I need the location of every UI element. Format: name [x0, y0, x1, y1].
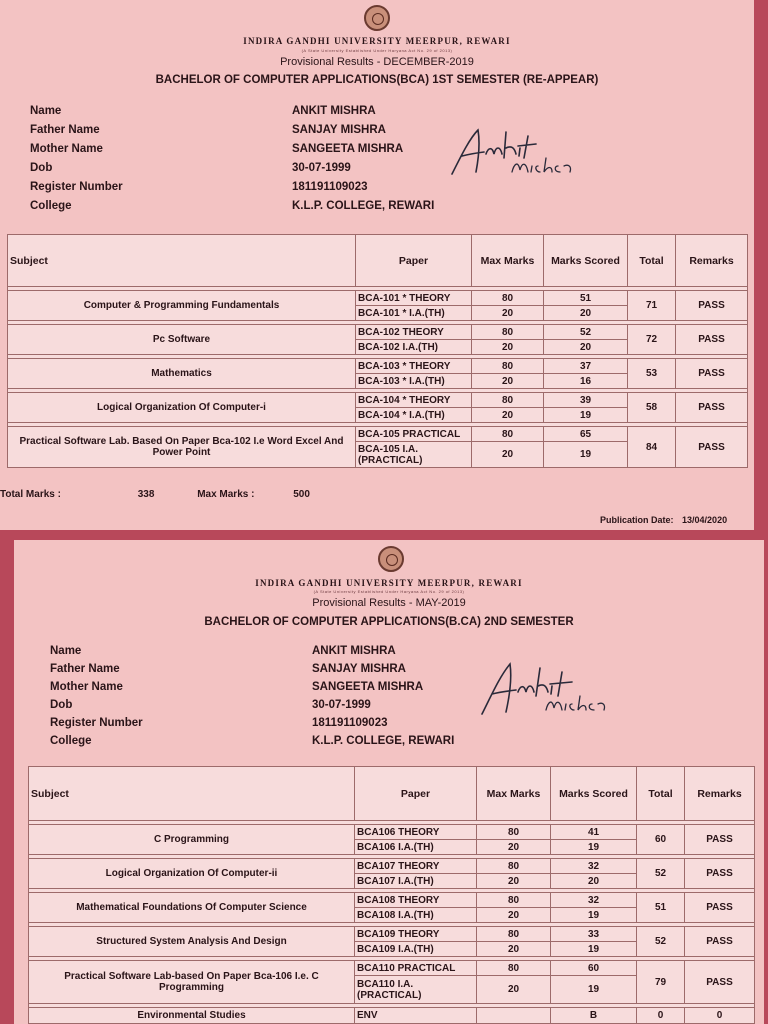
subject-remarks: PASS — [685, 859, 755, 889]
table-row — [29, 859, 755, 874]
publication-date-value: 13/04/2020 — [682, 515, 728, 525]
paper-code: BCA110 PRACTICAL — [355, 961, 477, 976]
max-marks: 80 — [472, 291, 544, 306]
max-marks: 80 — [477, 825, 551, 840]
subject-remarks: PASS — [685, 825, 755, 855]
marks-scored: 19 — [551, 942, 637, 957]
marks-scored: 19 — [551, 976, 637, 1004]
detail-value: 30-07-1999 — [312, 699, 371, 711]
subject-remarks: PASS — [685, 893, 755, 923]
marks-scored: 32 — [551, 859, 637, 874]
remarks-header: Remarks — [676, 235, 748, 287]
detail-label: College — [30, 200, 72, 212]
subject-remarks: PASS — [676, 427, 748, 468]
table-header-row — [8, 235, 748, 287]
detail-value: K.L.P. COLLEGE, REWARI — [312, 735, 455, 747]
paper-code: BCA107 THEORY — [355, 859, 477, 874]
detail-value: SANGEETA MISHRA — [312, 681, 424, 693]
detail-value: ANKIT MISHRA — [312, 645, 396, 657]
marks-scored: 60 — [551, 961, 637, 976]
max-marks: 20 — [472, 340, 544, 355]
max-marks: 20 — [477, 976, 551, 1004]
marks-scored: 19 — [551, 840, 637, 855]
paper-header: Paper — [355, 767, 477, 821]
marks-scored: 51 — [544, 291, 628, 306]
total-marks-label: Total Marks : — [0, 489, 61, 500]
table-row — [8, 325, 748, 340]
course-title: BACHELOR OF COMPUTER APPLICATIONS(B.CA) 2ND SEMESTER — [204, 616, 574, 628]
detail-value: 30-07-1999 — [292, 162, 351, 174]
max-marks: 20 — [472, 408, 544, 423]
table-row — [8, 291, 748, 306]
max-marks — [477, 1008, 551, 1024]
subject-name: Structured System Analysis And Design — [29, 927, 355, 957]
paper-code: BCA108 I.A.(TH) — [355, 908, 477, 923]
paper-code: BCA106 I.A.(TH) — [355, 840, 477, 855]
max-marks: 80 — [477, 859, 551, 874]
paper-code: BCA110 I.A. (PRACTICAL) — [355, 976, 477, 1004]
max-marks: 20 — [477, 942, 551, 957]
marks-scored: 19 — [544, 408, 628, 423]
max-marks: 80 — [472, 359, 544, 374]
marks-table — [7, 234, 748, 468]
detail-label: Name — [50, 645, 82, 657]
detail-label: Mother Name — [50, 681, 123, 693]
paper-code: BCA109 I.A.(TH) — [355, 942, 477, 957]
subject-name: Logical Organization Of Computer-i — [8, 393, 356, 423]
student-signature — [448, 124, 588, 182]
subject-remarks: PASS — [685, 927, 755, 957]
marks-scored: 20 — [551, 874, 637, 889]
max-marks: 80 — [472, 393, 544, 408]
paper-code: BCA-103 * I.A.(TH) — [356, 374, 472, 389]
max-marks-label: Max Marks : — [197, 489, 255, 500]
table-row — [8, 359, 748, 374]
marks-scored: 52 — [544, 325, 628, 340]
table-row — [29, 893, 755, 908]
detail-label: College — [50, 735, 92, 747]
paper-code: BCA-102 I.A.(TH) — [356, 340, 472, 355]
paper-code: BCA-104 * THEORY — [356, 393, 472, 408]
paper-code: BCA-101 * I.A.(TH) — [356, 306, 472, 321]
paper-code: BCA-104 * I.A.(TH) — [356, 408, 472, 423]
subject-name: Environmental Studies — [29, 1008, 355, 1024]
paper-header: Paper — [356, 235, 472, 287]
max-marks: 80 — [477, 961, 551, 976]
marks-scored-header: Marks Scored — [551, 767, 637, 821]
provisional-results-title: Provisional Results - DECEMBER-2019 — [280, 56, 474, 68]
marks-scored: B — [551, 1008, 637, 1024]
paper-code: ENV — [355, 1008, 477, 1024]
subject-name: Mathematics — [8, 359, 356, 389]
subject-name: Mathematical Foundations Of Computer Science — [29, 893, 355, 923]
subject-total: 58 — [628, 393, 676, 423]
max-marks: 80 — [477, 927, 551, 942]
university-seal-icon — [378, 546, 404, 572]
table-header-row — [29, 767, 755, 821]
marks-scored: 39 — [544, 393, 628, 408]
result-sheet-2nd-semester — [14, 540, 764, 1024]
subject-header: Subject — [8, 235, 356, 287]
subject-total: 52 — [637, 859, 685, 889]
subject-remarks: PASS — [676, 393, 748, 423]
subject-total: 51 — [637, 893, 685, 923]
detail-label: Mother Name — [30, 143, 103, 155]
max-marks-header: Max Marks — [472, 235, 544, 287]
paper-code: BCA106 THEORY — [355, 825, 477, 840]
marks-scored: 16 — [544, 374, 628, 389]
paper-code: BCA107 I.A.(TH) — [355, 874, 477, 889]
detail-label: Dob — [50, 699, 73, 711]
total-header: Total — [637, 767, 685, 821]
table-row — [29, 1008, 755, 1024]
subject-total: 0 — [637, 1008, 685, 1024]
detail-label: Father Name — [50, 663, 120, 675]
subject-remarks: 0 — [685, 1008, 755, 1024]
table-row — [29, 927, 755, 942]
total-marks-value: 338 — [137, 489, 155, 500]
total-marks-line — [0, 489, 310, 500]
subject-total: 72 — [628, 325, 676, 355]
subject-name: Computer & Programming Fundamentals — [8, 291, 356, 321]
subject-total: 84 — [628, 427, 676, 468]
subject-total: 52 — [637, 927, 685, 957]
marks-scored: 19 — [544, 442, 628, 468]
subject-name: Practical Software Lab. Based On Paper Bca-102 I.e Word Excel And Power Point — [8, 427, 356, 468]
marks-scored-header: Marks Scored — [544, 235, 628, 287]
detail-value: SANJAY MISHRA — [312, 663, 406, 675]
paper-code: BCA-102 THEORY — [356, 325, 472, 340]
max-marks: 20 — [472, 374, 544, 389]
marks-scored: 32 — [551, 893, 637, 908]
subject-name: C Programming — [29, 825, 355, 855]
marks-scored: 20 — [544, 340, 628, 355]
subject-header: Subject — [29, 767, 355, 821]
university-subline: (A State University Established Under Haryana Act No. 29 of 2013) — [313, 589, 465, 594]
paper-code: BCA108 THEORY — [355, 893, 477, 908]
publication-date-line — [600, 515, 727, 525]
max-marks: 20 — [477, 840, 551, 855]
marks-scored: 37 — [544, 359, 628, 374]
subject-name: Practical Software Lab-based On Paper Bca-106 I.e. C Programming — [29, 961, 355, 1004]
table-row — [29, 961, 755, 976]
paper-code: BCA-105 PRACTICAL — [356, 427, 472, 442]
marks-table — [28, 766, 755, 1024]
subject-remarks: PASS — [676, 291, 748, 321]
table-row — [8, 427, 748, 442]
subject-name: Pc Software — [8, 325, 356, 355]
detail-value: 181191109023 — [292, 181, 368, 193]
remarks-header: Remarks — [685, 767, 755, 821]
table-row — [29, 825, 755, 840]
subject-remarks: PASS — [676, 325, 748, 355]
detail-value: K.L.P. COLLEGE, REWARI — [292, 200, 435, 212]
detail-value: SANJAY MISHRA — [292, 124, 386, 136]
subject-total: 71 — [628, 291, 676, 321]
subject-total: 60 — [637, 825, 685, 855]
max-marks: 80 — [477, 893, 551, 908]
total-header: Total — [628, 235, 676, 287]
course-title: BACHELOR OF COMPUTER APPLICATIONS(BCA) 1ST SEMESTER (RE-APPEAR) — [155, 74, 599, 86]
subject-name: Logical Organization Of Computer-ii — [29, 859, 355, 889]
max-marks-value: 500 — [293, 489, 310, 500]
detail-value: SANGEETA MISHRA — [292, 143, 404, 155]
table-row — [8, 393, 748, 408]
max-marks-header: Max Marks — [477, 767, 551, 821]
marks-scored: 65 — [544, 427, 628, 442]
marks-scored: 19 — [551, 908, 637, 923]
marks-scored: 20 — [544, 306, 628, 321]
subject-total: 79 — [637, 961, 685, 1004]
university-subline: (A State University Established Under Haryana Act No. 29 of 2013) — [301, 48, 453, 53]
detail-label: Father Name — [30, 124, 100, 136]
max-marks: 20 — [477, 874, 551, 889]
detail-label: Name — [30, 105, 62, 117]
max-marks: 20 — [472, 442, 544, 468]
university-name: INDIRA GANDHI UNIVERSITY MEERPUR, REWARI — [243, 36, 511, 46]
university-name: INDIRA GANDHI UNIVERSITY MEERPUR, REWARI — [255, 578, 523, 588]
paper-code: BCA109 THEORY — [355, 927, 477, 942]
marks-scored: 41 — [551, 825, 637, 840]
max-marks: 80 — [472, 427, 544, 442]
paper-code: BCA-105 I.A. (PRACTICAL) — [356, 442, 472, 468]
student-signature — [476, 658, 626, 720]
detail-label: Register Number — [30, 181, 123, 193]
max-marks: 80 — [472, 325, 544, 340]
detail-label: Register Number — [50, 717, 143, 729]
paper-code: BCA-103 * THEORY — [356, 359, 472, 374]
paper-code: BCA-101 * THEORY — [356, 291, 472, 306]
detail-value: ANKIT MISHRA — [292, 105, 376, 117]
subject-total: 53 — [628, 359, 676, 389]
max-marks: 20 — [472, 306, 544, 321]
subject-remarks: PASS — [676, 359, 748, 389]
max-marks: 20 — [477, 908, 551, 923]
detail-value: 181191109023 — [312, 717, 388, 729]
publication-date-label: Publication Date: — [600, 515, 674, 525]
provisional-results-title: Provisional Results - MAY-2019 — [312, 597, 466, 609]
university-seal-icon — [364, 5, 390, 31]
detail-label: Dob — [30, 162, 53, 174]
subject-remarks: PASS — [685, 961, 755, 1004]
marks-scored: 33 — [551, 927, 637, 942]
